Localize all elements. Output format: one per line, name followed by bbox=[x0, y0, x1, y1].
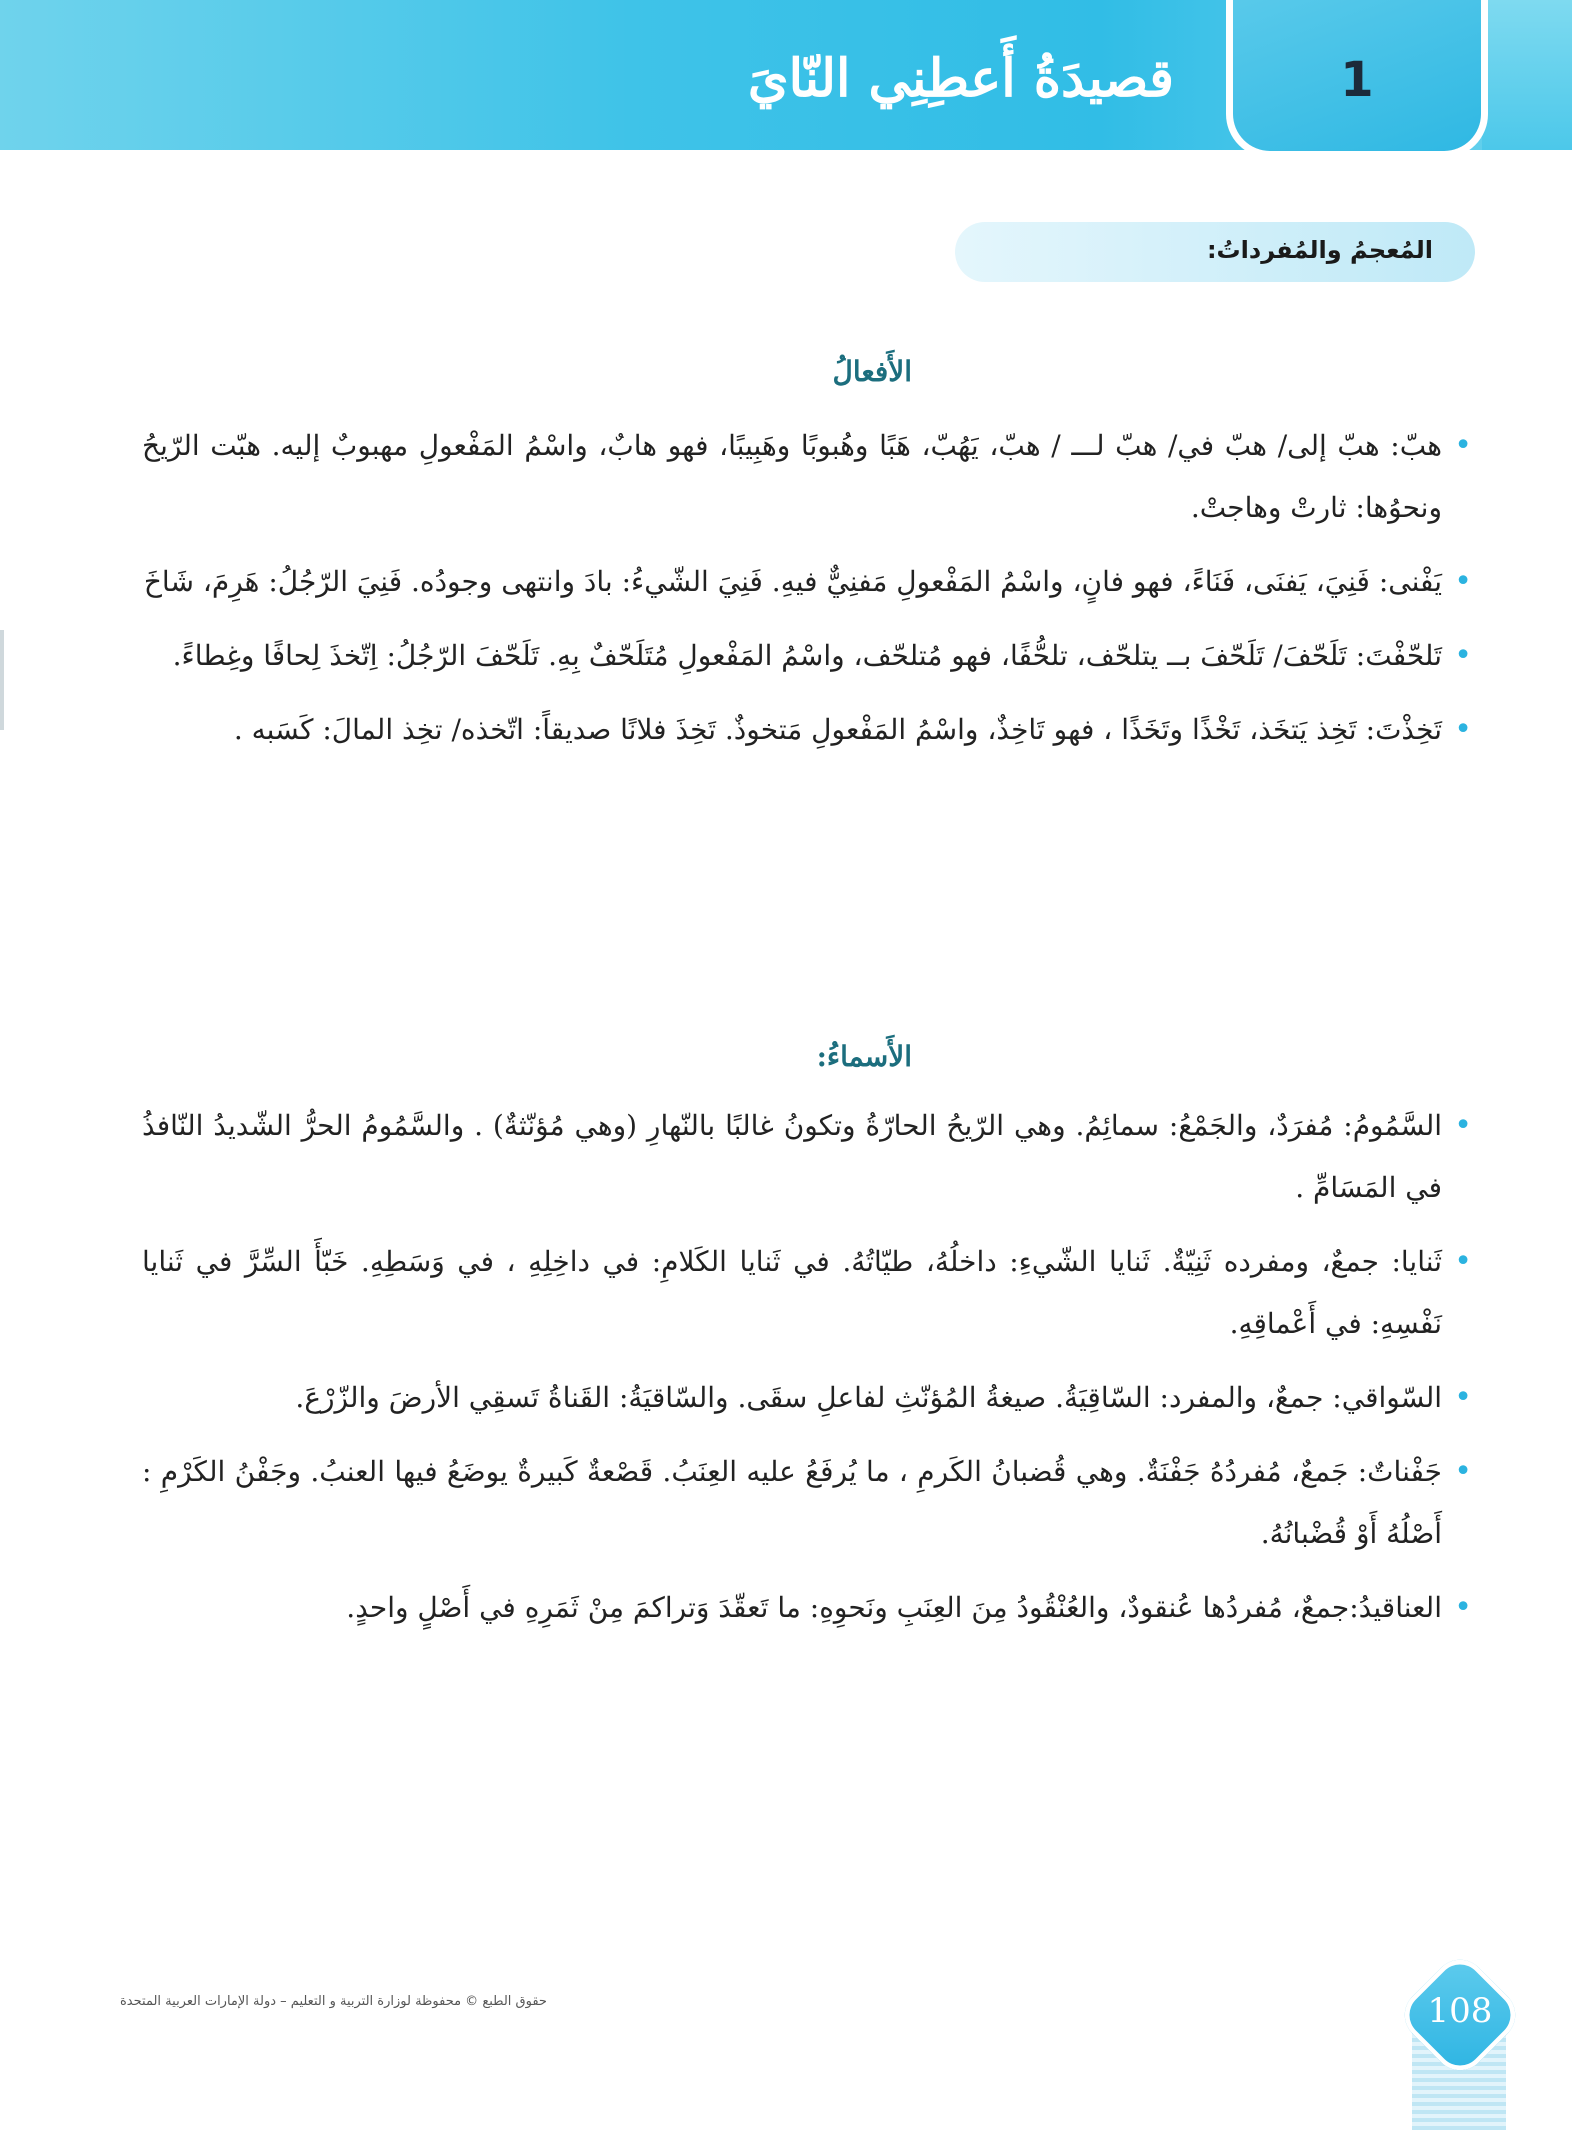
verb-entry-text: تَلحّفْتَ: تَلَحّفَ/ تَلَحّفَ بــ يتلحّف، تلحُّفًا، فهو مُتلحّف، واسْمُ المَفْعولِ مُتَلَحّفٌ بِهِ. تَلَحّفَ الرّجُلُ: اِتّخذَ لِحافًا وغِطاءً. bbox=[172, 639, 1442, 672]
bullet-icon: • bbox=[1454, 1590, 1472, 1625]
bullet-icon: • bbox=[1454, 638, 1472, 673]
nouns-list bbox=[142, 1095, 1472, 1651]
verb-entry bbox=[142, 551, 1472, 613]
noun-entry-text: جَفْناتٌ: جَمعٌ، مُفردُهُ جَفْنَةٌ. وهي قُضبانُ الكَرمِ ، ما يُرفَعُ عليه العِنَبُ. قَصْعةٌ كَبيرةٌ يوضَعُ فيها العنبُ. وجَفْنُ الكَرْمِ : أَصْلُهُ أَوْ قُضْبانُهُ. bbox=[142, 1455, 1442, 1550]
verbs-list bbox=[142, 415, 1472, 773]
noun-entry-text: السّواقي: جمعٌ، والمفرد: السّاقِيَةُ. صيغةُ المُؤنّثِ لفاعلِ سقَى. والسّاقيَةُ: القَناةُ تَسقِي الأرضَ والزّرْعَ. bbox=[295, 1381, 1442, 1414]
noun-entry bbox=[142, 1441, 1472, 1565]
verb-entry-text: يَفْنى: فَنِيَ، يَفنَى، فَنَاءً، فهو فانٍ، واسْمُ المَفْعولِ مَفنِيٌّ فيهِ. فَنِيَ الشّيءُ: بادَ وانتهى وجودُه. فَنِيَ الرّجُلُ: هَرِمَ، شَاخَ bbox=[143, 565, 1442, 598]
noun-entry bbox=[142, 1577, 1472, 1639]
lesson-title: قصيدَةُ أَعطِنِي النّايَ bbox=[747, 48, 1174, 109]
noun-entry-text: العناقيدُ:جمعٌ، مُفردُها عُنقودٌ، والعُنْقُودُ مِنَ العِنَبِ ونَحوِهِ: ما تَعقّدَ وَتراكمَ مِنْ ثَمَرِهِ في أَصْلٍ واحدٍ. bbox=[346, 1591, 1442, 1624]
noun-entry bbox=[142, 1095, 1472, 1219]
verb-entry bbox=[142, 415, 1472, 539]
page-edge-mark bbox=[0, 630, 4, 730]
bullet-icon: • bbox=[1454, 712, 1472, 747]
noun-entry bbox=[142, 1231, 1472, 1355]
nouns-heading: الأَسماءُ: bbox=[816, 1040, 912, 1073]
noun-entry-text: السَّمُومُ: مُفرَدٌ، والجَمْعُ: سمائِمُ. وهي الرّيحُ الحارّةُ وتكونُ غالبًا بالنّهارِ (وهي مُؤنّثةٌ) . والسَّمُومُ الحرُّ الشّديدُ النّافذُ في المَسَامِّ . bbox=[142, 1109, 1442, 1204]
bullet-icon: • bbox=[1454, 1380, 1472, 1415]
page-number: 108 bbox=[1427, 1991, 1493, 2031]
bullet-icon: • bbox=[1454, 1108, 1472, 1143]
lesson-number: 1 bbox=[1340, 52, 1374, 108]
copyright-notice: حقوق الطبع © محفوظة لوزارة التربية و التعليم – دولة الإمارات العربية المتحدة bbox=[120, 1994, 547, 2009]
page-number-badge bbox=[1378, 1955, 1538, 2125]
section-heading: المُعجمُ والمُفرداتُ: bbox=[1206, 236, 1433, 264]
noun-entry-text: ثَنايا: جمعٌ، ومفرده ثَنِيّةٌ. ثَنايا الشّيءِ: داخلُهُ، طيّاتُهُ. في ثَنايا الكَلامِ: في داخِلِهِ ، في وَسَطِهِ. خَبّأَ السِّرَّ في ثَنايا نَفْسِهِ: في أَعْماقِهِ. bbox=[142, 1245, 1442, 1340]
header-edge-decoration bbox=[1482, 0, 1572, 150]
bullet-icon: • bbox=[1454, 564, 1472, 599]
bullet-icon: • bbox=[1454, 1454, 1472, 1489]
verb-entry bbox=[142, 699, 1472, 761]
verb-entry-text: تَخِذْتَ: تَخِذ يَتخَذ، تَخْذًا وتَخَذًا ، فهو تَاخِذٌ، واسْمُ المَفْعولِ مَتخوذٌ. تَخِذَ فلانًا صديقاً: اتّخذه/ تخِذ المالَ: كَسَبه . bbox=[233, 713, 1442, 746]
lesson-number-tab bbox=[1226, 0, 1488, 158]
verb-entry bbox=[142, 625, 1472, 687]
bullet-icon: • bbox=[1454, 1244, 1472, 1279]
verbs-heading: الأَفعالُ bbox=[832, 355, 912, 388]
noun-entry bbox=[142, 1367, 1472, 1429]
section-heading-pill bbox=[955, 222, 1475, 282]
verb-entry-text: هبّ: هبّ إلى/ هبّ في/ هبّ لـــ / هبّ، يَهُبّ، هَبًا وهُبوبًا وهَبِيبًا، فهو هابٌ، واسْمُ المَفْعولِ مهبوبٌ إليه. هبّت الرّيحُ ونحوُها: ثارتْ وهاجتْ. bbox=[142, 429, 1442, 524]
bullet-icon: • bbox=[1454, 428, 1472, 463]
